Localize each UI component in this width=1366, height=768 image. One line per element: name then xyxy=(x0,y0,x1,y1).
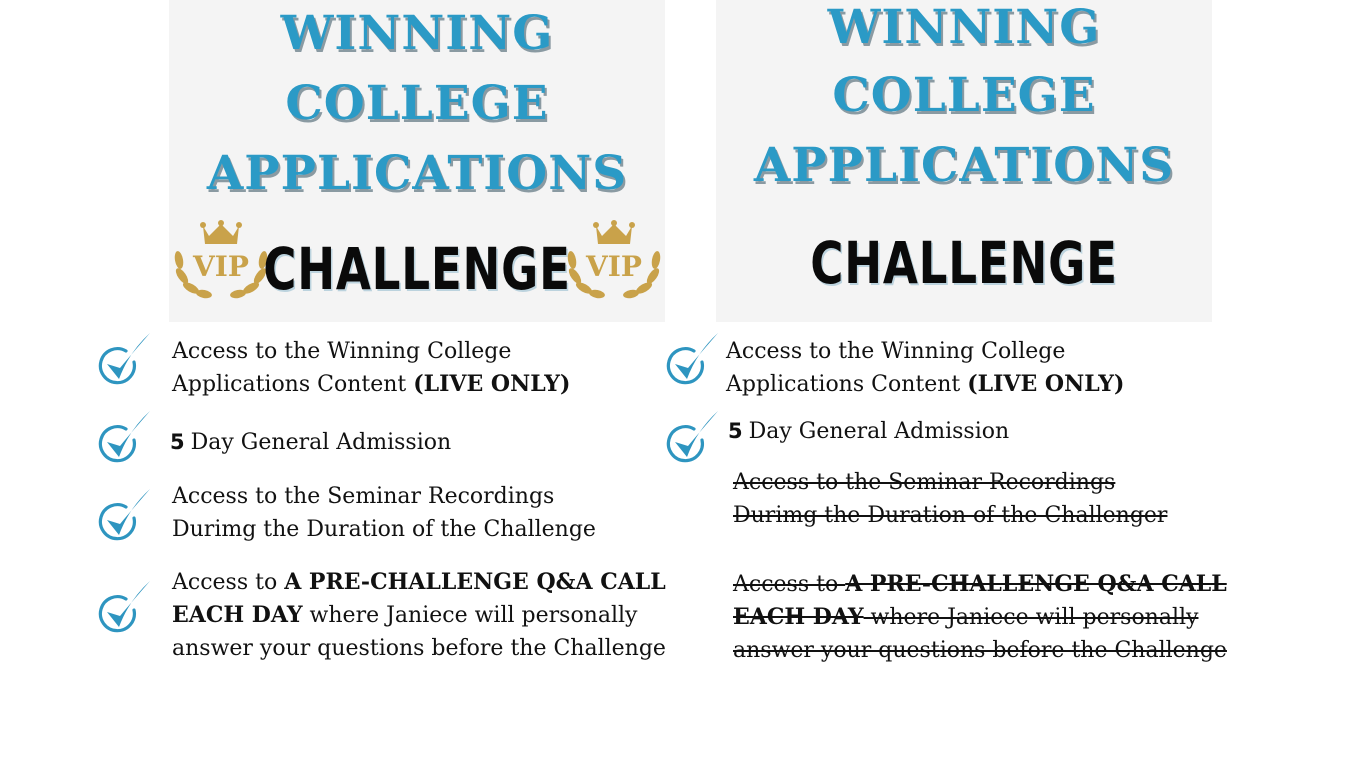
feature-emphasis: (LIVE ONLY) xyxy=(967,371,1125,397)
feature-text: Day General Admission xyxy=(748,419,1010,444)
vip-badge-text: VIP xyxy=(586,250,642,283)
title-line-3: APPLICATIONS xyxy=(206,146,628,201)
feature-emphasis-struck: A PRE-CHALLENGE Q&A CALL xyxy=(845,571,1227,597)
feature-text: Access to the Winning College xyxy=(726,339,1066,364)
feature-text-struck: Access to xyxy=(733,572,846,597)
feature-text: Access to the Winning College xyxy=(172,339,512,364)
checkmark-circle-icon xyxy=(96,578,152,638)
feature-emphasis-struck: EACH DAY xyxy=(733,604,864,630)
feature-text: Day General Admission xyxy=(190,430,452,455)
feature-item-recordings xyxy=(172,480,596,546)
feature-item-content-access xyxy=(172,335,570,401)
challenge-heading: CHALLENGE xyxy=(810,229,1118,297)
feature-text: Applications Content xyxy=(726,372,968,397)
checkmark-circle-icon xyxy=(96,486,152,546)
feature-emphasis: (LIVE ONLY) xyxy=(413,371,571,397)
checkmark-circle-icon xyxy=(664,408,720,468)
feature-emphasis: A PRE-CHALLENGE Q&A CALL xyxy=(284,569,666,595)
feature-emphasis: EACH DAY xyxy=(172,602,303,628)
right-header-banner xyxy=(716,0,1212,322)
feature-text-struck: Durimg the Duration of the Challenger xyxy=(733,503,1168,528)
day-count: 5 xyxy=(170,430,185,454)
checkmark-circle-icon xyxy=(96,330,152,390)
checkmark-circle-icon xyxy=(96,408,152,468)
vip-badge-text: VIP xyxy=(193,250,249,283)
title-line-1: WINNING xyxy=(280,6,554,61)
feature-text: Durimg the Duration of the Challenge xyxy=(172,517,596,542)
title-line-2: COLLEGE xyxy=(832,68,1096,123)
day-count: 5 xyxy=(728,419,743,443)
feature-text-struck: answer your questions before the Challenge xyxy=(733,638,1227,663)
vip-badge-right-icon xyxy=(562,220,666,300)
feature-item-qa-call xyxy=(172,566,666,665)
left-header-banner xyxy=(169,0,665,322)
feature-text: Access to the Seminar Recordings xyxy=(172,484,555,509)
feature-text-struck: Access to the Seminar Recordings xyxy=(733,470,1116,495)
title-line-3: APPLICATIONS xyxy=(753,138,1175,193)
feature-item-admission xyxy=(728,415,1009,448)
feature-item-admission xyxy=(170,426,451,459)
feature-text: Access to xyxy=(172,570,285,595)
feature-text: Applications Content xyxy=(172,372,414,397)
feature-item-recordings-excluded xyxy=(733,466,1167,532)
challenge-heading: CHALLENGE xyxy=(263,235,571,303)
feature-text: answer your questions before the Challenge xyxy=(172,636,666,661)
feature-text: where Janiece will personally xyxy=(302,603,638,628)
feature-text-struck: where Janiece will personally xyxy=(863,605,1199,630)
title-line-2: COLLEGE xyxy=(285,76,549,131)
feature-item-content-access xyxy=(726,335,1124,401)
feature-item-qa-call-excluded xyxy=(733,568,1227,667)
title-line-1: WINNING xyxy=(827,0,1101,55)
checkmark-circle-icon xyxy=(664,330,720,390)
